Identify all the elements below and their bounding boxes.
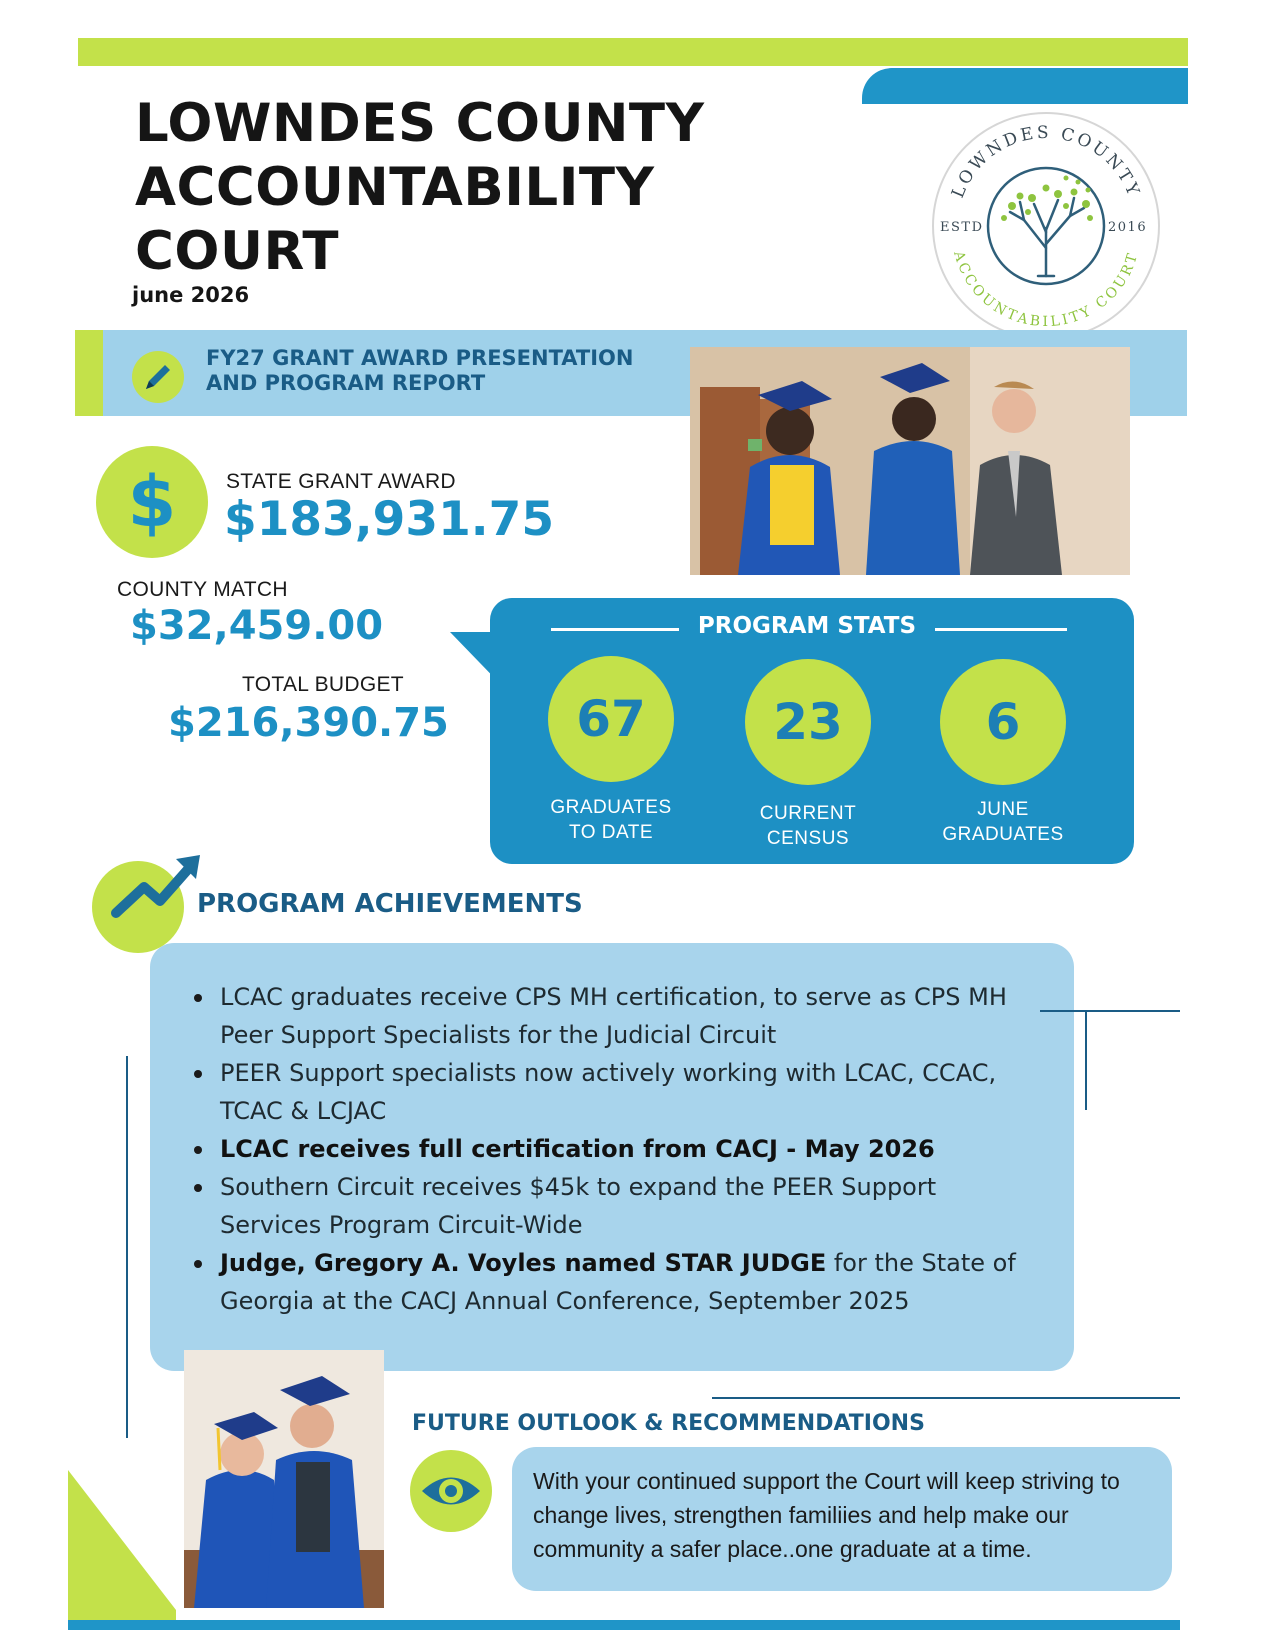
achievement-text: PEER Support specialists now actively working with LCAC, CCAC, TCAC & LCJAC <box>220 1059 997 1125</box>
decorative-rule <box>712 1397 1180 1399</box>
seal-year-text: 2016 <box>1108 220 1148 235</box>
achievement-bold-text: LCAC receives full certification from CACJ - May 2026 <box>220 1135 935 1163</box>
graduates-photo <box>690 347 1130 575</box>
seal-estd-text: ESTD <box>940 220 984 235</box>
seal-top-text: LOWNDES COUNTY <box>948 122 1144 201</box>
list-item <box>190 1168 1040 1244</box>
future-outlook-title: FUTURE OUTLOOK & RECOMMENDATIONS <box>412 1411 925 1436</box>
county-match-label: COUNTY MATCH <box>117 578 288 601</box>
banner-line-2: AND PROGRAM REPORT <box>206 371 486 395</box>
seal-bottom-text: ACCOUNTABILITY COURT <box>950 249 1142 331</box>
stat-label-line: TO DATE <box>568 822 654 843</box>
list-item <box>190 1054 1040 1130</box>
graduates-couple-photo <box>184 1350 384 1608</box>
report-date: june 2026 <box>132 283 250 307</box>
program-stats-title: PROGRAM STATS <box>697 613 917 639</box>
stat-graduates-to-date-value: 67 <box>548 656 674 782</box>
bottom-accent-bar <box>68 1620 1180 1630</box>
state-grant-value: $183,931.75 <box>224 492 555 547</box>
trend-up-icon <box>92 861 184 953</box>
stat-label-line: JUNE <box>977 799 1029 820</box>
pencil-icon <box>132 351 184 403</box>
stat-label-line: CENSUS <box>766 828 850 849</box>
title-line-2: ACCOUNTABILITY <box>135 157 655 218</box>
list-item <box>190 1130 1040 1168</box>
bottom-left-accent-fill <box>68 1610 176 1620</box>
total-budget-label: TOTAL BUDGET <box>242 673 404 696</box>
stat-current-census-label <box>728 801 888 851</box>
banner-title <box>206 346 676 396</box>
achievement-text: for the State of Georgia at the CACJ Annual Conference, September 2025 <box>220 1249 1016 1315</box>
stat-current-census-value: 23 <box>745 659 871 785</box>
total-budget-value: $216,390.75 <box>168 700 449 746</box>
stats-title-rule-right <box>935 628 1067 631</box>
achievements-list <box>190 978 1040 1320</box>
tree-icon <box>1010 198 1084 276</box>
list-item <box>190 1244 1040 1320</box>
top-accent-bar <box>78 38 1188 66</box>
court-seal-logo <box>928 108 1164 344</box>
stat-graduates-to-date-label <box>531 795 691 845</box>
stat-june-graduates-label <box>923 797 1083 847</box>
achievement-text: Southern Circuit receives $45k to expand the PEER Support Services Program Circuit-Wide <box>220 1173 937 1239</box>
stats-title-rule-left <box>551 628 679 631</box>
decorative-rule <box>126 1056 128 1438</box>
county-match-value: $32,459.00 <box>130 603 384 649</box>
achievement-text: LCAC graduates receive CPS MH certification, to serve as CPS MH Peer Support Specialists for the Judicial Circuit <box>220 983 1007 1049</box>
achievement-bold-text: Judge, Gregory A. Voyles named STAR JUDGE <box>220 1249 827 1277</box>
stat-june-graduates-value: 6 <box>940 659 1066 785</box>
stat-label-line: GRADUATES <box>942 824 1064 845</box>
state-grant-label: STATE GRANT AWARD <box>226 470 456 493</box>
banner-accent <box>75 330 103 416</box>
title-line-1: LOWNDES COUNTY <box>135 93 705 154</box>
dollar-symbol: $ <box>127 461 177 543</box>
decorative-rule <box>1085 1012 1087 1110</box>
bottom-left-accent <box>68 1470 176 1610</box>
eye-icon <box>410 1450 492 1532</box>
stat-label-line: GRADUATES <box>550 797 672 818</box>
decorative-rule <box>1040 1010 1180 1012</box>
achievements-title: PROGRAM ACHIEVEMENTS <box>197 889 583 919</box>
banner-line-1: FY27 GRANT AWARD PRESENTATION <box>206 346 634 370</box>
stat-label-line: CURRENT <box>759 803 857 824</box>
list-item <box>190 978 1040 1054</box>
future-outlook-text: With your continued support the Court will keep striving to change lives, strengthen familiies and help make our community a safer place..one graduate at a time. <box>533 1468 1120 1562</box>
top-right-accent-bar <box>862 68 1188 104</box>
title-line-3: COURT <box>135 221 340 282</box>
page-title <box>135 92 775 284</box>
